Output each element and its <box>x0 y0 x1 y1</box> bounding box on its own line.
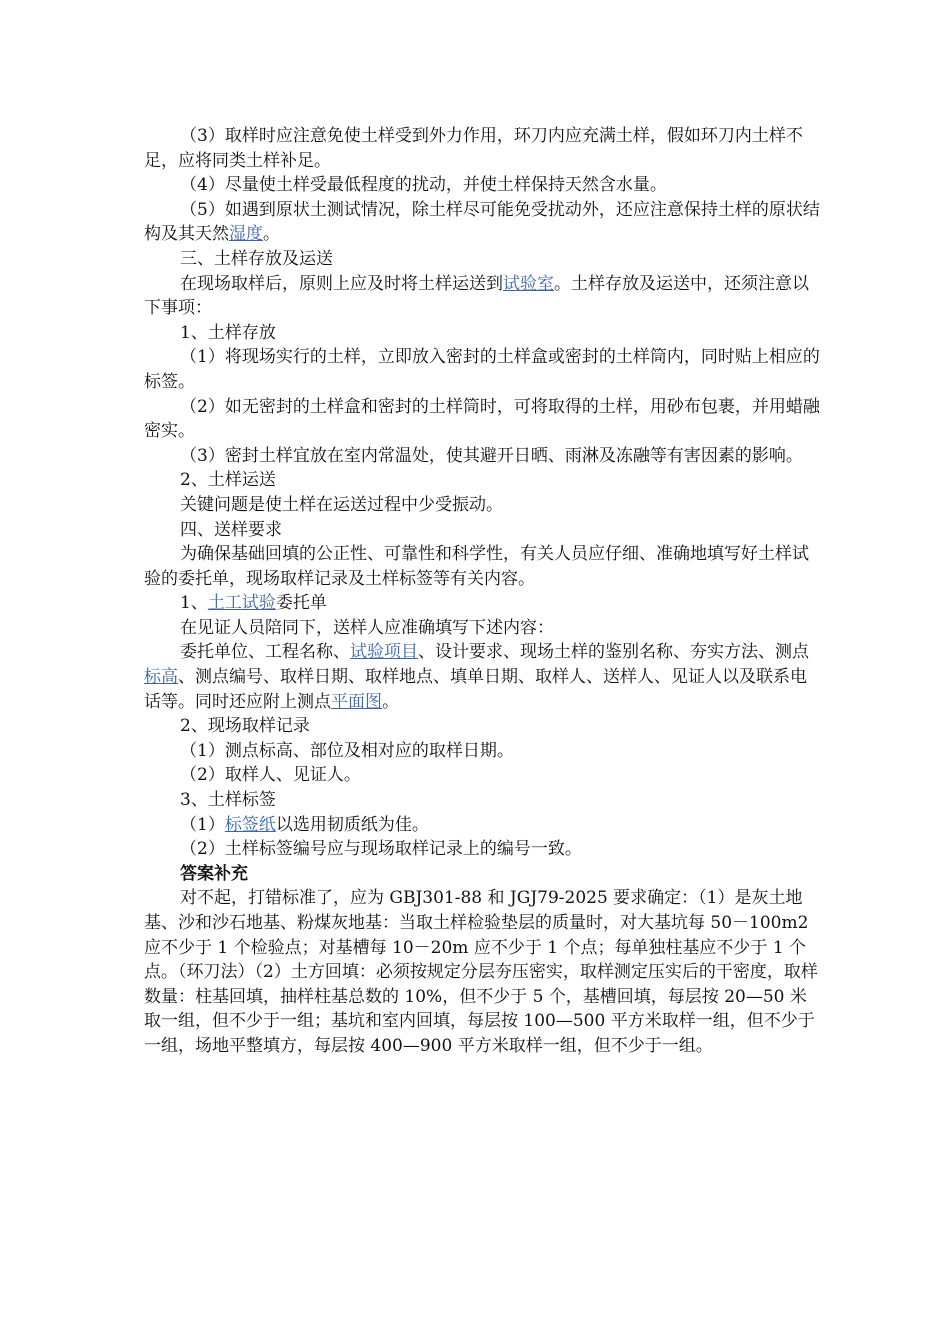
document-body <box>144 124 820 1059</box>
text-run: 1、 <box>180 593 208 614</box>
text-run: （1）将现场实行的土样，立即放入密封的土样盒或密封的土样筒内，同时贴上相应的标签。 <box>144 347 820 392</box>
text-run: （3）密封土样宜放在室内常温处，使其避开日晒、雨淋及冻融等有害因素的影响。 <box>180 445 803 466</box>
paragraph <box>144 272 820 321</box>
section-heading <box>144 247 820 272</box>
paragraph <box>144 739 820 764</box>
hyperlink[interactable]: 标签纸 <box>224 814 276 835</box>
paragraph <box>144 813 820 838</box>
section-heading <box>144 518 820 543</box>
paragraph <box>144 763 820 788</box>
paragraph <box>144 173 820 198</box>
text-run: 三、土样存放及运送 <box>180 248 333 269</box>
paragraph <box>144 837 820 862</box>
paragraph <box>144 395 820 444</box>
text-run: 1、土样存放 <box>180 322 276 343</box>
paragraph <box>144 640 820 714</box>
text-run: 在现场取样后，原则上应及时将土样运送到 <box>180 273 503 294</box>
text-run: 。土样存放及运送中，还须注意以下事项： <box>144 273 809 319</box>
subsection-heading <box>144 468 820 493</box>
text-run: 为确保基础回填的公正性、可靠性和科学性，有关人员应仔细、准确地填写好土样试验的委托单，现场取样记录及土样标签等有关内容。 <box>144 544 809 589</box>
text-run: （3）取样时应注意免使土样受到外力作用，环刀内应充满土样，假如环刀内土样不足，应将同类土样补足。 <box>144 126 803 171</box>
hyperlink[interactable]: 试验室 <box>503 273 554 294</box>
text-run: 关键问题是使土样在运送过程中少受振动。 <box>180 494 503 515</box>
paragraph <box>144 616 820 641</box>
subsection-heading <box>144 321 820 346</box>
bold-text: 答案补充 <box>180 863 248 884</box>
text-run: （2）取样人、见证人。 <box>180 765 361 786</box>
text-run: （1）测点标高、部位及相对应的取样日期。 <box>180 740 514 761</box>
paragraph <box>144 444 820 469</box>
paragraph <box>144 124 820 173</box>
paragraph <box>144 345 820 394</box>
text-run: 2、现场取样记录 <box>180 716 310 737</box>
text-run: 在见证人员陪同下，送样人应准确填写下述内容： <box>180 617 554 638</box>
text-run: 、设计要求、现场土样的鉴别名称、夯实方法、测点 <box>418 642 809 663</box>
subsection-heading <box>144 788 820 813</box>
subsection-heading <box>144 714 820 739</box>
text-run: （1） <box>180 814 225 835</box>
text-run: 3、土样标签 <box>180 790 276 811</box>
text-run: （5）如遇到原状土测试情况，除土样尽可能免受扰动外，还应注意保持土样的原状结构及其天然 <box>144 199 820 245</box>
hyperlink[interactable]: 平面图 <box>331 691 382 712</box>
hyperlink[interactable]: 试验项目 <box>350 642 418 663</box>
subsection-heading <box>144 591 820 616</box>
text-run: 对不起，打错标准了，应为 GBJ301-88 和 JGJ79-2025 要求确定：（1）是灰土地基、沙和沙石地基、粉煤灰地基：当取土样检验垫层的质量时，对大基坑每 50－100m2 应不少于 1 个检验点；对基槽每 10－20m 应不少于 1 个点；每单独柱基应不少于 1 个点。（环刀法）（2）土方回填：必须按规定分层夯压密实，取样测定压实后的干密度，取样数量：柱基回填，抽样柱基总数的 10%，但不少于 5 个，基槽回填，每层按 20—50 米取一组，但不少于一组；基坑和室内回填，每层按 100—500 平方米取样一组，但不少于一组，场地平整填方，每层按 400—900 平方米取样一组，但不少于一组。 <box>144 888 818 1056</box>
text-run: 四、送样要求 <box>180 519 282 540</box>
paragraph <box>144 493 820 518</box>
hyperlink[interactable]: 湿度 <box>229 224 263 245</box>
text-run: （4）尽量使土样受最低程度的扰动，并使土样保持天然含水量。 <box>180 175 667 196</box>
answer-supplement-text <box>144 886 820 1058</box>
paragraph <box>144 198 820 247</box>
text-run: 、测点编号、取样日期、取样地点、填单日期、取样人、送样人、见证人以及联系电话等。同时还应附上测点 <box>144 667 807 712</box>
text-run: 委托单 <box>275 593 327 614</box>
hyperlink[interactable]: 土工试验 <box>207 593 276 614</box>
text-run: （2）土样标签编号应与现场取样记录上的编号一致。 <box>180 839 582 860</box>
text-run: 以选用韧质纸为佳。 <box>275 814 429 835</box>
text-run: 。 <box>263 224 280 245</box>
text-run: 2、土样运送 <box>180 470 276 491</box>
hyperlink[interactable]: 标高 <box>144 667 178 688</box>
answer-supplement-heading <box>144 862 820 887</box>
paragraph <box>144 542 820 591</box>
text-run: 委托单位、工程名称、 <box>180 642 350 663</box>
text-run: 。 <box>382 691 399 712</box>
text-run: （2）如无密封的土样盒和密封的土样筒时，可将取得的土样，用砂布包裹，并用蜡融密实。 <box>144 396 820 442</box>
